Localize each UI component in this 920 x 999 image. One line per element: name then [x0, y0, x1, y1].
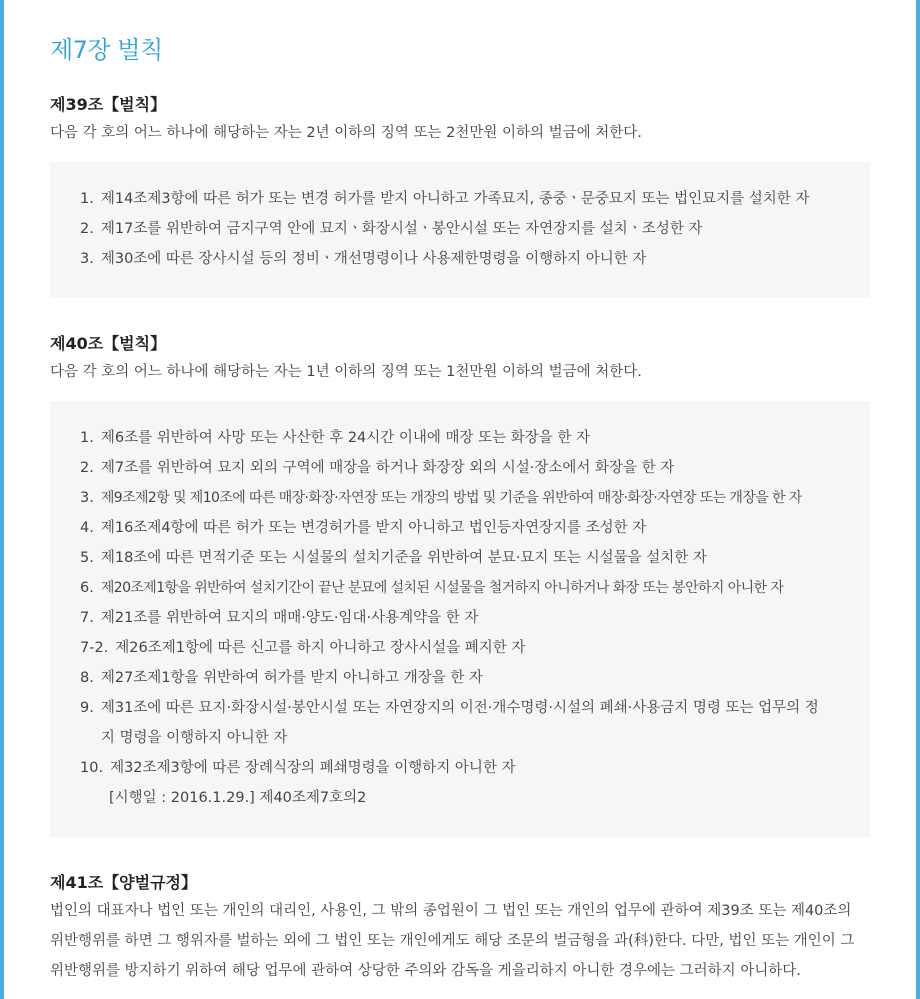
list-item — [80, 184, 855, 214]
list-item — [80, 693, 820, 753]
item-number: 9. — [80, 700, 94, 716]
article-39-items — [50, 162, 870, 298]
item-number: 1. — [80, 191, 94, 207]
item-number: 3. — [80, 490, 94, 506]
item-number: 2. — [80, 221, 94, 237]
article-40-items — [50, 401, 870, 837]
list-item — [80, 423, 855, 453]
right-border — [916, 0, 920, 999]
article-41-title: 제41조【양벌규정】 — [50, 873, 198, 892]
list-item — [80, 603, 855, 633]
item-text: 제20조제1항을 위반하여 설치기간이 끝난 분묘에 설치된 시설물을 철거하지 아니하거나 화장 또는 봉안하지 아니한 자 — [100, 580, 784, 596]
item-number: 2. — [80, 460, 94, 476]
item-text: 제30조에 따른 장사시설 등의 정비ㆍ개선명령이나 사용제한명령을 이행하지 아니한 자 — [100, 251, 647, 267]
item-number: 4. — [80, 520, 94, 536]
list-item — [80, 753, 855, 783]
item-text: 제26조제1항에 따른 신고를 하지 아니하고 장사시설을 폐지한 자 — [115, 640, 526, 656]
item-text: 제7조를 위반하여 묘지 외의 구역에 매장을 하거나 화장장 외의 시설·장소에서 화장을 한 자 — [100, 460, 675, 476]
item-text: 제18조에 따른 면적기준 또는 시설물의 설치기준을 위반하여 분묘·묘지 또는 시설물을 설치한 자 — [100, 550, 707, 566]
item-text: 제27조제1항을 위반하여 허가를 받지 아니하고 개장을 한 자 — [100, 670, 483, 686]
item-number: 7-2. — [80, 640, 109, 656]
item-number: 7. — [80, 610, 94, 626]
list-item — [80, 214, 855, 244]
item-text: 제9조제2항 및 제10조에 따른 매장·화장·자연장 또는 개장의 방법 및 기준을 위반하여 매장·화장·자연장 또는 개장을 한 자 — [100, 490, 802, 506]
item-number: 3. — [80, 251, 94, 267]
item-text: 제32조제3항에 따른 장례식장의 폐쇄명령을 이행하지 아니한 자 — [110, 760, 516, 776]
item-text: 제16조제4항에 따른 허가 또는 변경허가를 받지 아니하고 법인등자연장지를 조성한 자 — [100, 520, 647, 536]
list-item — [80, 573, 855, 603]
list-item — [80, 244, 855, 274]
list-item — [80, 453, 855, 483]
chapter-title: 제7장 벌칙 — [50, 36, 163, 64]
item-number: 6. — [80, 580, 94, 596]
item-text: 제31조에 따른 묘지·화장시설·봉안시설 또는 자연장지의 이전·개수명령·시설의 폐쇄·사용금지 명령 또는 업무의 정지 명령을 이행하지 아니한 자 — [100, 700, 819, 746]
effective-date-note: [시행일 : 2016.1.29.] 제40조제7호의2 — [109, 790, 367, 806]
article-40-text: 다음 각 호의 어느 하나에 해당하는 자는 1년 이하의 징역 또는 1천만원 이하의 벌금에 처한다. — [50, 364, 642, 380]
list-item — [80, 483, 855, 513]
item-text: 제6조를 위반하여 사망 또는 사산한 후 24시간 이내에 매장 또는 화장을 한 자 — [100, 430, 591, 446]
article-39-title: 제39조【벌칙】 — [50, 95, 167, 114]
item-number: 5. — [80, 550, 94, 566]
left-border — [0, 0, 4, 999]
list-item — [80, 663, 855, 693]
list-item — [80, 543, 855, 573]
item-text: 제17조를 위반하여 금지구역 안에 묘지ㆍ화장시설ㆍ봉안시설 또는 자연장지를 설치ㆍ조성한 자 — [100, 221, 703, 237]
item-number: 8. — [80, 670, 94, 686]
list-item — [80, 513, 855, 543]
article-41-text: 법인의 대표자나 법인 또는 개인의 대리인, 사용인, 그 밖의 종업원이 그 법인 또는 개인의 업무에 관하여 제39조 또는 제40조의 위반행위를 하면 그 행위자를 벌하는 외에 그 법인 또는 개인에게도 해당 조문의 벌금형을 과(科)한다. 다만, 법인 또는 개인이 그 위반행위를 방지하기 위하여 해당 업무에 관하여 상당한 주의와 감독을 게을리하지 아니한 경우에는 그러하지 아니하다. — [50, 903, 855, 979]
item-number: 1. — [80, 430, 94, 446]
item-text: 제21조를 위반하여 묘지의 매매·양도·임대·사용계약을 한 자 — [100, 610, 479, 626]
article-39-text: 다음 각 호의 어느 하나에 해당하는 자는 2년 이하의 징역 또는 2천만원 이하의 벌금에 처한다. — [50, 125, 642, 141]
item-number: 10. — [80, 760, 104, 776]
article-40-title: 제40조【벌칙】 — [50, 334, 167, 353]
item-text: 제14조제3항에 따른 허가 또는 변경 허가를 받지 아니하고 가족묘지, 종중ㆍ문중묘지 또는 법인묘지를 설치한 자 — [100, 191, 810, 207]
list-item — [80, 633, 855, 663]
